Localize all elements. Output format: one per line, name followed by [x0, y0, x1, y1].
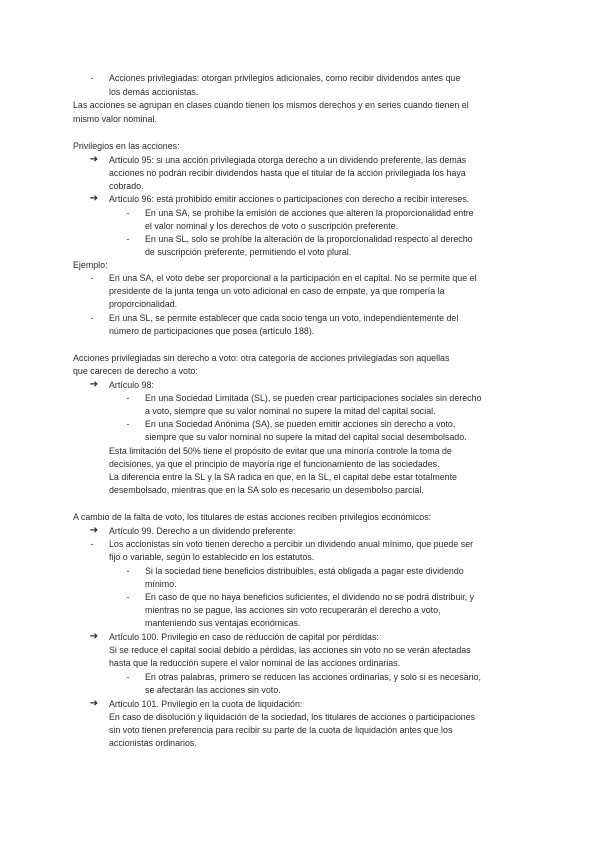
list-item-line: el valor nominal y los derechos de voto o suscripción preferente.	[145, 221, 399, 231]
article-line: Artículo 101. Privilegio en la cuota de liquidación:	[109, 699, 303, 709]
list-item-line: Los accionistas sin voto tienen derecho a percibir un dividendo anual mínimo, que puede ser	[109, 539, 474, 549]
arrow-bullet-icon: ➔	[89, 193, 99, 204]
list-bullet: -	[126, 592, 130, 602]
list-bullet: -	[90, 539, 94, 549]
list-item-line: mientras no se pague, las acciones sin voto recuperarán el derecho a voto,	[145, 605, 441, 615]
example-heading: Ejemplo:	[73, 260, 108, 270]
list-item-line: a voto, siempre que su valor nominal no supere la mitad del capital social.	[145, 406, 436, 416]
paragraph-line: Las acciones se agrupan en clases cuando tienen los mismos derechos y en series cuando tienen el	[73, 100, 469, 110]
list-item-line: En otras palabras, primero se reducen las acciones ordinarias, y solo si es necesario,	[145, 672, 481, 682]
article-line: Artículo 96: está prohibido emitir acciones o participaciones con derecho a recibir intereses.	[109, 194, 470, 204]
list-item-line: de suscripción preferente, permitiendo el voto plural.	[145, 247, 352, 257]
text-line: Acciones privilegiadas: otorgan privilegios adicionales, como recibir dividendos antes que	[109, 73, 461, 83]
list-bullet: -	[90, 313, 94, 323]
list-bullet: -	[126, 672, 130, 682]
list-bullet: -	[90, 273, 94, 283]
list-item-line: En una SL, solo se prohíbe la alteración de la proporcionalidad respecto al derecho	[145, 234, 473, 244]
list-item-line: En caso de que no haya beneficios suficientes, el dividendo no se podrá distribuir, y	[145, 592, 475, 602]
paragraph-line: Acciones privilegiadas sin derecho a voto: otra categoría de acciones privilegiadas son aquellas	[73, 353, 450, 363]
list-item-line: fijo o variable, según lo establecido en los estatutos.	[109, 552, 315, 562]
article-line: Artículo 99. Derecho a un dividendo preferente:	[109, 526, 296, 536]
paragraph-line: sin voto tienen preferencia para recibir su parte de la cuota de liquidación antes que los	[109, 725, 453, 735]
text-line: los demás accionistas.	[109, 87, 199, 97]
list-bullet: -	[90, 73, 94, 83]
list-item-line: Si la sociedad tiene beneficios distribuibles, está obligada a pagar este dividendo	[145, 566, 464, 576]
list-bullet: -	[126, 234, 130, 244]
list-item-line: número de participaciones que posea (artículo 188).	[109, 326, 315, 336]
paragraph-line: hasta que la reducción supere el valor nominal de las acciones ordinarias.	[109, 658, 401, 668]
paragraph-line: A cambio de la falta de voto, los titulares de estas acciones reciben privilegios económicos:	[73, 512, 432, 522]
list-item-line: En una SL, se permite establecer que cada socio tenga un voto, independientemente del	[109, 313, 459, 323]
arrow-bullet-icon: ➔	[89, 379, 99, 390]
arrow-bullet-icon: ➔	[89, 631, 99, 642]
paragraph-line: Si se reduce el capital social debido a pérdidas, las acciones sin voto no se verán afectadas	[109, 645, 471, 655]
list-item-line: En una SA, el voto debe ser proporcional a la participación en el capital. No se permite que el	[109, 273, 477, 283]
paragraph-line: desembolsado, mientras que en la SA solo es necesario un desembolso parcial.	[109, 485, 424, 495]
list-item-line: siempre que su valor nominal no supere la mitad del capital social desembolsado.	[145, 432, 467, 442]
list-item-line: se afectarán las acciones sin voto.	[145, 685, 281, 695]
paragraph-line: La diferencia entre la SL y la SA radica en que, en la SL, el capital debe estar totalmente	[109, 472, 457, 482]
paragraph-line: decisiones, ya que el principio de mayoría rige el funcionamiento de las sociedades.	[109, 459, 440, 469]
article-line: Artículo 98:	[109, 380, 154, 390]
list-item-line: En una Sociedad Anónima (SA), se pueden emitir acciones sin derecho a voto,	[145, 419, 456, 429]
article-line: Artículo 95: si una acción privilegiada otorga derecho a un dividendo preferente, las demás	[109, 155, 467, 165]
section-heading: Privilegios en las acciones:	[73, 141, 180, 151]
article-line: acciones no podrán recibir dividendos hasta que el titular de la acción privilegiada los haya	[109, 168, 466, 178]
list-bullet: -	[126, 393, 130, 403]
paragraph-line: En caso de disolución y liquidación de la sociedad, los titulares de acciones o participaciones	[109, 712, 476, 722]
arrow-bullet-icon: ➔	[89, 525, 99, 536]
paragraph-line: accionistas ordinarios.	[109, 738, 197, 748]
list-item-line: manteniendo sus ventajas económicas.	[145, 618, 301, 628]
list-bullet: -	[126, 566, 130, 576]
list-bullet: -	[126, 208, 130, 218]
arrow-bullet-icon: ➔	[89, 698, 99, 709]
list-item-line: En una Sociedad Limitada (SL), se pueden crear participaciones sociales sin derecho	[145, 393, 482, 403]
list-item-line: En una SA, se prohíbe la emisión de acciones que alteren la proporcionalidad entre	[145, 208, 474, 218]
paragraph-line: Esta limitación del 50% tiene el propósito de evitar que una minoría controle la toma de	[109, 446, 452, 456]
arrow-bullet-icon: ➔	[89, 154, 99, 165]
article-line: cobrado.	[109, 181, 144, 191]
paragraph-line: mismo valor nominal.	[73, 114, 157, 124]
paragraph-line: que carecen de derecho a voto:	[73, 366, 198, 376]
list-item-line: presidente de la junta tenga un voto adicional en caso de empate, ya que rompería la	[109, 286, 445, 296]
list-item-line: mínimo.	[145, 579, 177, 589]
article-line: Artículo 100. Privilegio en caso de reducción de capital por pérdidas:	[109, 632, 379, 642]
list-item-line: proporcionalidad.	[109, 299, 178, 309]
list-bullet: -	[126, 419, 130, 429]
